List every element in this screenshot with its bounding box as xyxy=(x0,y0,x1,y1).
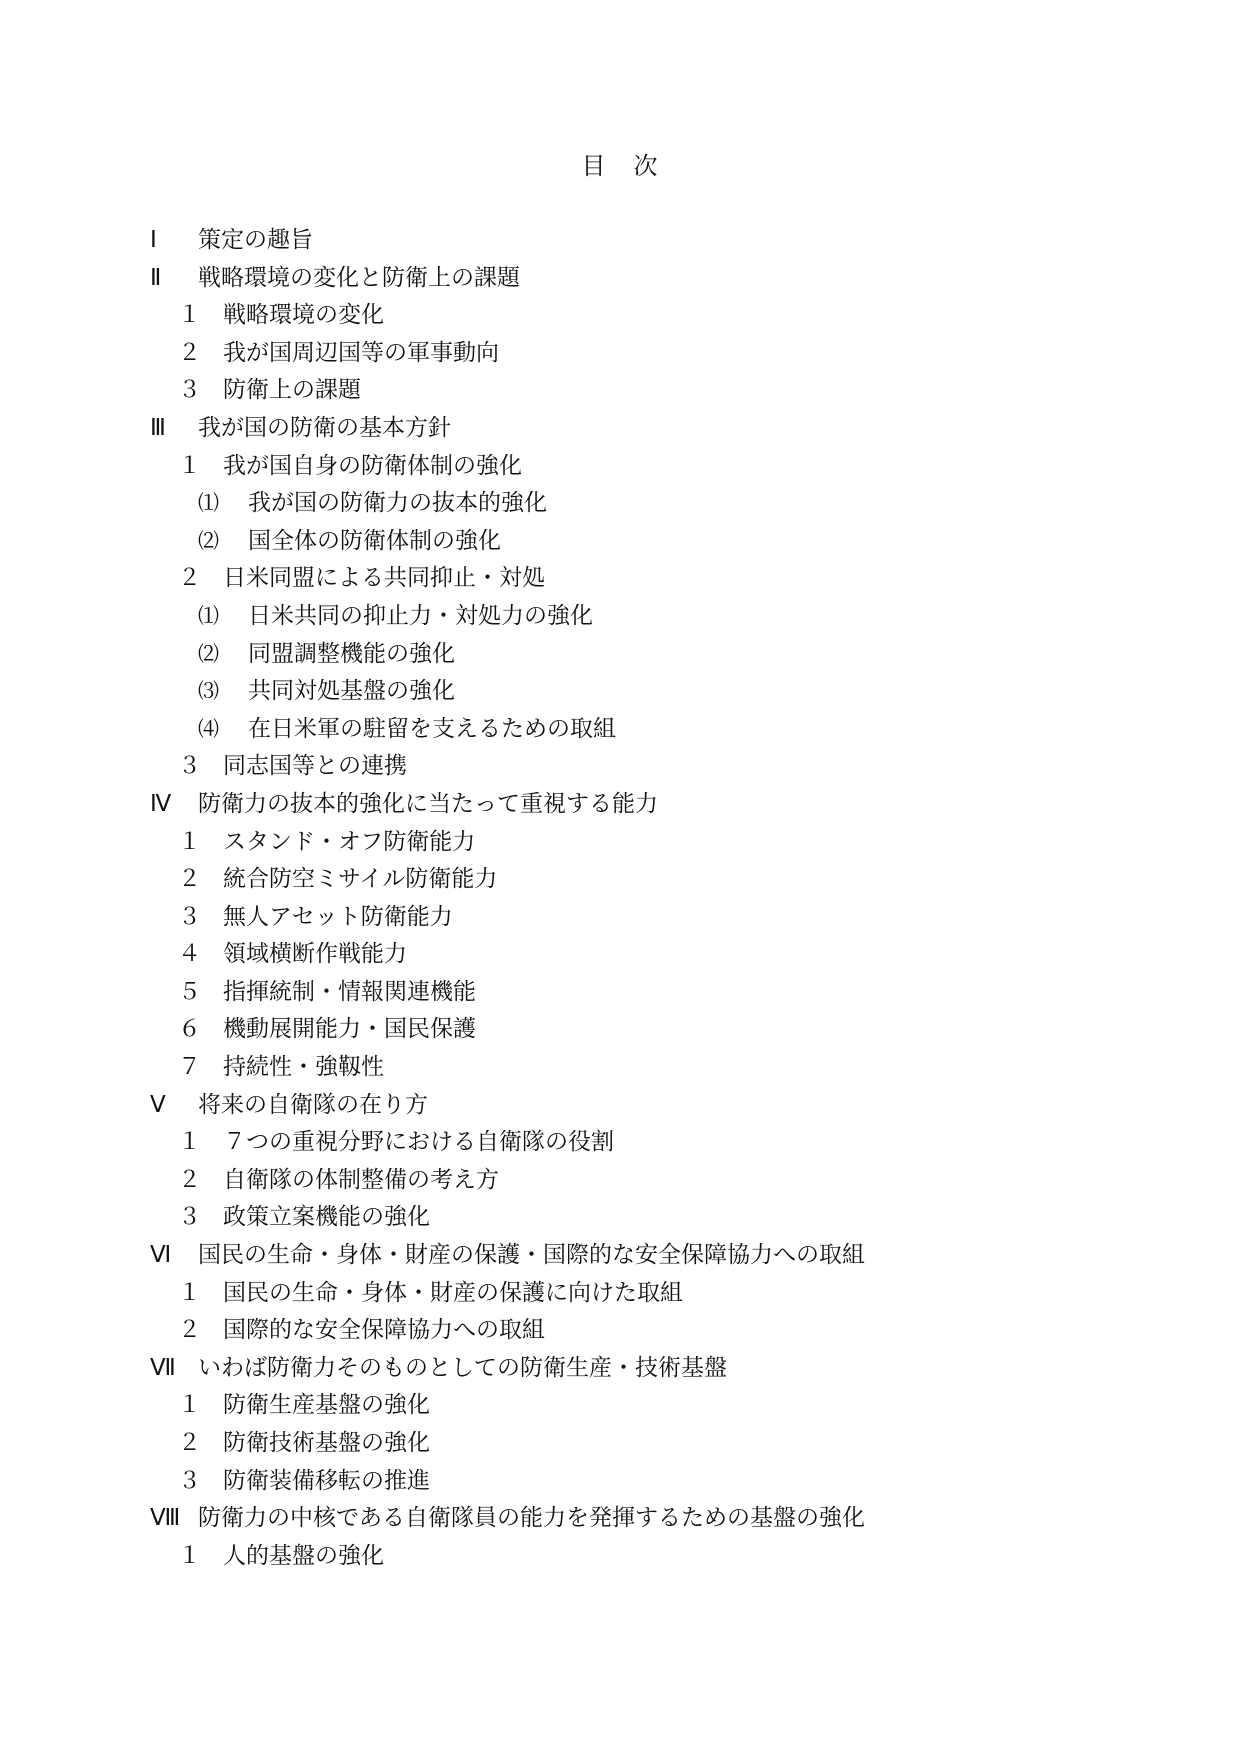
toc-entry xyxy=(150,1237,1150,1275)
toc-entry-number: １ xyxy=(178,828,201,855)
toc-entry-number: ⑷ xyxy=(198,716,219,741)
toc-entry-text: 防衛技術基盤の強化 xyxy=(223,1430,430,1456)
toc-entry-number: ３ xyxy=(178,1467,201,1494)
toc-entry-number: ５ xyxy=(178,978,201,1005)
toc-entry xyxy=(150,1011,1150,1049)
toc-entry-text: 我が国の防衛力の抜本的強化 xyxy=(248,490,547,517)
toc-entry-text: 領域横断作戦能力 xyxy=(223,941,407,968)
toc-entry-number: １ xyxy=(178,1542,201,1569)
toc-entry xyxy=(150,485,1150,523)
toc-entry xyxy=(150,1162,1150,1200)
toc-entry-text: 日米共同の抑止力・対処力の強化 xyxy=(248,602,593,629)
toc-entry xyxy=(150,1199,1150,1237)
toc-entry-text: 同志国等との連携 xyxy=(223,753,407,780)
toc-entry xyxy=(150,936,1150,974)
toc-entry-text: 機動展開能力・国民保護 xyxy=(223,1016,476,1043)
toc-entry-number: Ⅳ xyxy=(150,790,172,817)
toc-entry-number: ⑵ xyxy=(198,528,219,553)
toc-entry-number: ６ xyxy=(178,1016,201,1043)
toc-entry-text: 国全体の防衛体制の強化 xyxy=(248,527,501,554)
toc-entry-text: 防衛装備移転の推進 xyxy=(223,1467,430,1494)
toc-entry xyxy=(150,1124,1150,1162)
toc-entry-text: 防衛生産基盤の強化 xyxy=(223,1392,430,1419)
toc-entry xyxy=(150,673,1150,711)
toc-entry-text: 政策立案機能の強化 xyxy=(223,1204,430,1231)
toc-entry-number: Ⅲ xyxy=(150,414,166,441)
toc-entry xyxy=(150,410,1150,448)
toc-entry-number: ２ xyxy=(178,866,201,893)
toc-entry xyxy=(150,1087,1150,1125)
toc-entry xyxy=(150,1312,1150,1350)
toc-entry-text: 戦略環境の変化 xyxy=(223,302,384,329)
toc-entry-text: 防衛力の中核である自衛隊員の能力を発揮するための基盤の強化 xyxy=(198,1505,865,1532)
toc-entry xyxy=(150,560,1150,598)
toc-entry xyxy=(150,824,1150,862)
toc-entry-text: 我が国自身の防衛体制の強化 xyxy=(223,452,522,479)
toc-entry-number: ２ xyxy=(178,565,201,592)
toc-entry-number: ４ xyxy=(178,941,201,968)
toc-entry xyxy=(150,1500,1150,1538)
toc-entry-number: Ⅵ xyxy=(150,1242,172,1269)
toc-entry-text: 自衛隊の体制整備の考え方 xyxy=(223,1166,499,1193)
toc-entry-text: 国民の生命・身体・財産の保護・国際的な安全保障協力への取組 xyxy=(198,1242,865,1269)
toc-entry-number: １ xyxy=(178,302,201,329)
toc-entry xyxy=(150,222,1150,260)
toc-entry xyxy=(150,1425,1150,1463)
toc-entry xyxy=(150,1350,1150,1388)
toc-entry-number: ３ xyxy=(178,1204,201,1231)
toc-entry-text: 統合防空ミサイル防衛能力 xyxy=(223,866,498,893)
toc-entry-number: ２ xyxy=(178,339,201,366)
toc-entry-number: ⑴ xyxy=(198,491,219,516)
toc-entry-number: １ xyxy=(178,1392,201,1419)
toc-entry-number: １ xyxy=(178,1279,201,1306)
toc-entry-number: １ xyxy=(178,452,201,479)
toc-entry xyxy=(150,1275,1150,1313)
toc-entry-number: Ⅱ xyxy=(150,264,162,291)
toc-entry-text: 持続性・強靱性 xyxy=(223,1054,384,1081)
toc-entry-text: 戦略環境の変化と防衛上の課題 xyxy=(198,264,520,291)
toc-entry-number: ⑴ xyxy=(198,603,219,628)
toc-entry-text: 将来の自衛隊の在り方 xyxy=(198,1091,428,1118)
toc-entry xyxy=(150,448,1150,486)
toc-entry xyxy=(150,523,1150,561)
toc-entry-number: ３ xyxy=(178,903,201,930)
toc-entry xyxy=(150,1538,1150,1576)
toc-entry-text: 日米同盟による共同抑止・対処 xyxy=(223,565,545,592)
toc-entry xyxy=(150,899,1150,937)
toc-entry xyxy=(150,372,1150,410)
toc-entry xyxy=(150,748,1150,786)
toc-entry-number: ２ xyxy=(178,1317,201,1344)
toc-entry-number: ⑵ xyxy=(198,641,219,666)
toc-entry xyxy=(150,598,1150,636)
toc-entry-text: ７つの重視分野における自衛隊の役割 xyxy=(223,1129,614,1156)
toc-entry xyxy=(150,786,1150,824)
toc-entry-number: １ xyxy=(178,1129,201,1156)
toc-entry xyxy=(150,335,1150,373)
toc-entry-text: 国際的な安全保障協力への取組 xyxy=(223,1317,545,1344)
toc-entry-number: Ⅷ xyxy=(150,1505,181,1532)
page-title: 目 次 xyxy=(581,152,660,180)
toc-entry-number: ２ xyxy=(178,1430,201,1456)
toc-entry-text: 防衛力の抜本的強化に当たって重視する能力 xyxy=(198,790,658,817)
toc-entry-text: 国民の生命・身体・財産の保護に向けた取組 xyxy=(223,1279,683,1306)
toc-entry-text: 我が国周辺国等の軍事動向 xyxy=(223,339,499,366)
toc-entry xyxy=(150,1463,1150,1501)
toc-entry-text: 共同対処基盤の強化 xyxy=(248,678,455,705)
toc-entry xyxy=(150,260,1150,298)
toc-entry-number: ⑶ xyxy=(198,679,219,704)
table-of-contents xyxy=(150,222,1150,1575)
toc-entry-number: ７ xyxy=(178,1054,201,1081)
toc-entry xyxy=(150,636,1150,674)
toc-entry-text: 策定の趣旨 xyxy=(198,227,313,253)
toc-entry xyxy=(150,297,1150,335)
toc-entry xyxy=(150,974,1150,1012)
toc-entry-number: ２ xyxy=(178,1166,201,1193)
toc-entry xyxy=(150,1049,1150,1087)
toc-entry-number: Ⅰ xyxy=(150,227,157,253)
toc-entry-text: 指揮統制・情報関連機能 xyxy=(223,978,476,1005)
toc-entry-number: Ⅶ xyxy=(150,1354,176,1381)
toc-entry-text: 人的基盤の強化 xyxy=(223,1542,384,1569)
toc-entry xyxy=(150,1387,1150,1425)
toc-entry xyxy=(150,711,1150,749)
toc-entry-number: Ⅴ xyxy=(150,1091,166,1118)
toc-entry-text: 我が国の防衛の基本方針 xyxy=(198,414,451,441)
toc-entry-number: ３ xyxy=(178,753,201,780)
toc-entry-text: いわば防衛力そのものとしての防衛生産・技術基盤 xyxy=(198,1354,727,1381)
toc-entry-number: ３ xyxy=(178,377,201,404)
toc-entry-text: スタンド・オフ防衛能力 xyxy=(223,828,476,855)
toc-entry-text: 在日米軍の駐留を支えるための取組 xyxy=(248,715,616,742)
toc-entry xyxy=(150,861,1150,899)
toc-entry-text: 無人アセット防衛能力 xyxy=(223,903,453,930)
toc-entry-text: 防衛上の課題 xyxy=(223,377,361,404)
toc-entry-text: 同盟調整機能の強化 xyxy=(248,640,455,667)
